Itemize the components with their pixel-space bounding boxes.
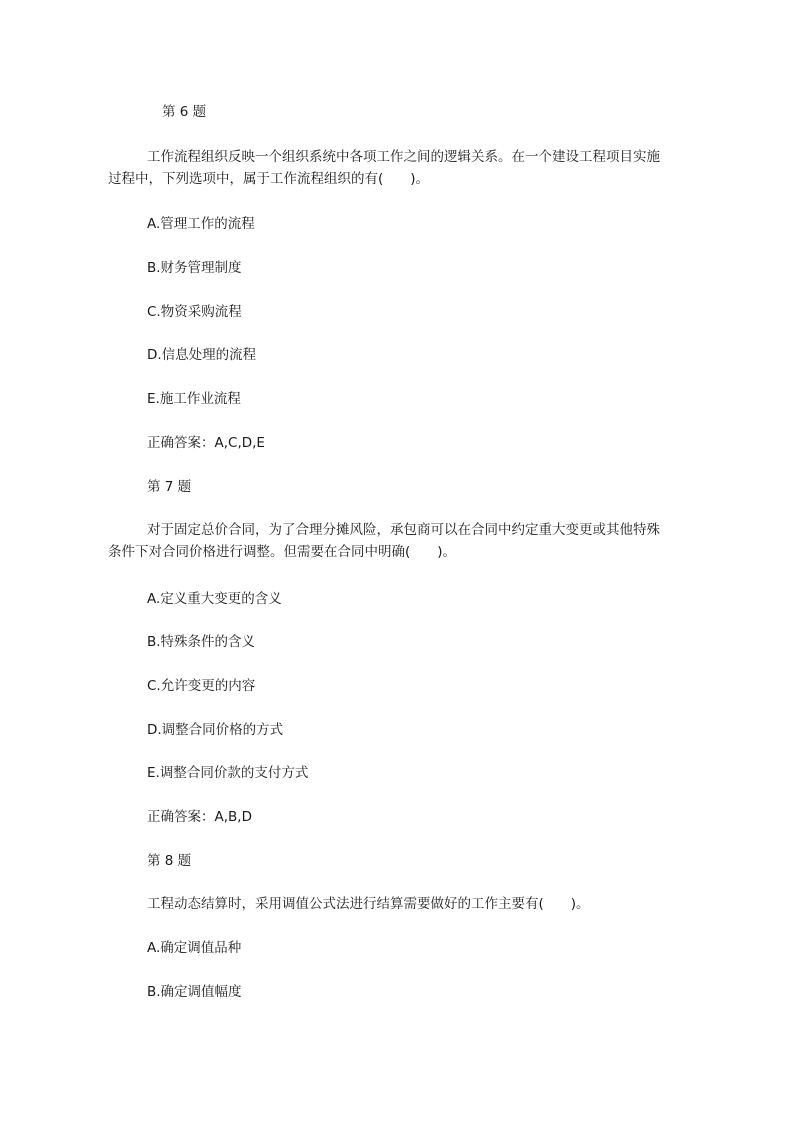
option-e: E.调整合同价款的支付方式	[147, 765, 309, 781]
question-stem: 工作流程组织反映一个组织系统中各项工作之间的逻辑关系。在一个建设工程项目实施过程中，下列选项中，属于工作流程组织的有( )。	[108, 149, 660, 187]
option-a: A.管理工作的流程	[147, 216, 255, 232]
question-number: 第 6 题	[162, 104, 207, 120]
option-c: C.允许变更的内容	[147, 678, 256, 694]
option-e: E.施工作业流程	[147, 391, 241, 407]
question-number: 第 8 题	[147, 853, 192, 869]
question-number: 第 7 题	[147, 479, 192, 495]
option-d: D.信息处理的流程	[147, 347, 257, 363]
option-c: C.物资采购流程	[147, 304, 242, 320]
option-b: B.财务管理制度	[147, 260, 242, 276]
option-d: D.调整合同价格的方式	[147, 722, 284, 738]
option-b: B.特殊条件的含义	[147, 634, 256, 650]
option-b: B.确定调值幅度	[147, 984, 242, 1000]
question-stem: 对于固定总价合同，为了合理分摊风险，承包商可以在合同中约定重大变更或其他特殊条件下对合同价格进行调整。但需要在合同中明确( )。	[108, 522, 660, 560]
option-a: A.确定调值品种	[147, 940, 242, 956]
question-stem: 工程动态结算时，采用调值公式法进行结算需要做好的工作主要有( )。	[147, 896, 590, 912]
correct-answer: 正确答案：A,B,D	[147, 809, 252, 825]
correct-answer: 正确答案：A,C,D,E	[147, 435, 265, 451]
option-a: A.定义重大变更的含义	[147, 591, 282, 607]
